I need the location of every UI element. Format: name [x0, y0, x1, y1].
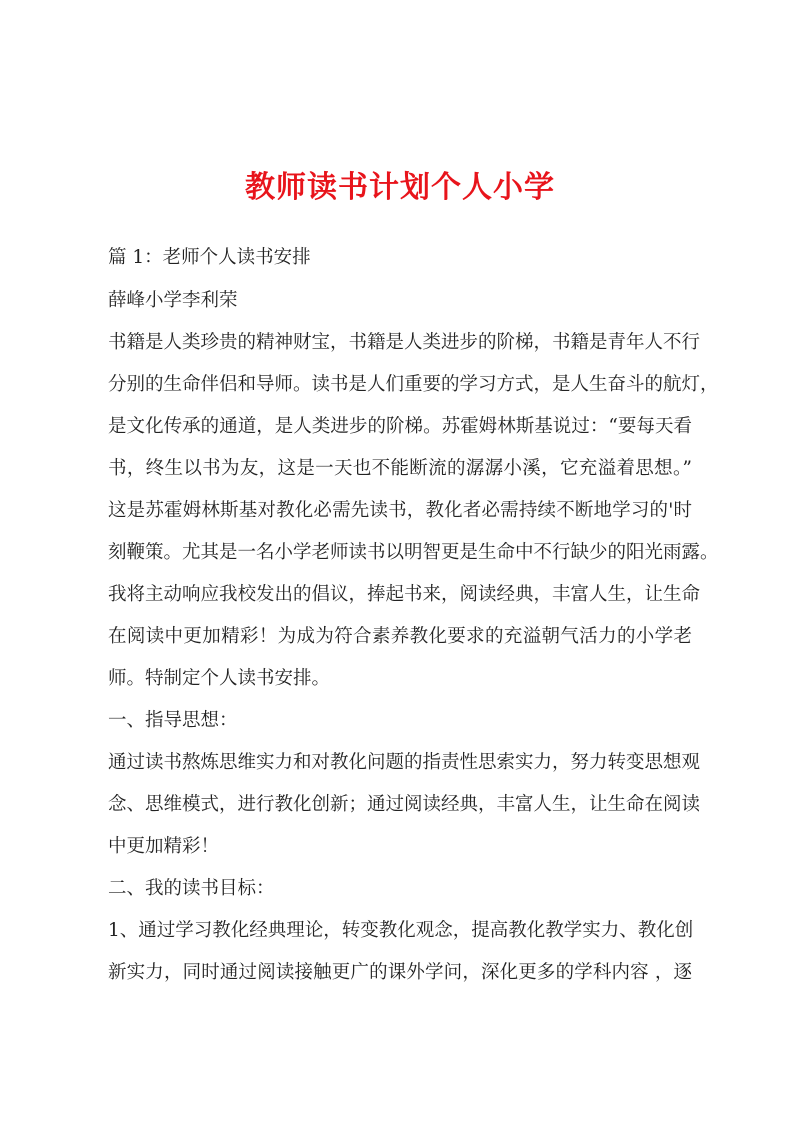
paragraph-line: 1、通过学习教化经典理论，转变教化观念，提高教化教学实力、教化创 — [108, 920, 694, 941]
paragraph-line: 念、思维模式，进行教化创新；通过阅读经典，丰富人生，让生命在阅读 — [108, 794, 701, 815]
section-heading-guiding-ideology: 一、指导思想： — [108, 710, 238, 731]
paragraph-line: 这是苏霍姆林斯基对教化必需先读书，教化者必需持续不断地学习的'时 — [108, 500, 692, 521]
paragraph-line: 刻鞭策。尤其是一名小学老师读书以明智更是生命中不行缺少的阳光雨露。 — [108, 542, 719, 563]
section-heading-reading-goals: 二、我的读书目标： — [108, 878, 275, 899]
document-title: 教师读书计划个人小学 — [245, 170, 555, 205]
paragraph-line: 新实力，同时通过阅读接触更广的课外学问，深化更多的学科内容 ，逐 — [108, 962, 692, 983]
paragraph-line: 书，终生以书为友，这是一天也不能断流的潺潺小溪，它充溢着思想。” — [108, 458, 692, 479]
section-heading-chapter-1: 篇 1：老师个人读书安排 — [108, 247, 311, 268]
paragraph-line: 我将主动响应我校发出的倡议，捧起书来，阅读经典，丰富人生，让生命 — [108, 584, 701, 605]
author-line: 薛峰小学李利荣 — [108, 290, 238, 311]
paragraph-line: 分别的生命伴侣和导师。读书是人们重要的学习方式，是人生奋斗的航灯， — [108, 374, 719, 395]
paragraph-line: 是文化传承的通道，是人类进步的阶梯。苏霍姆林斯基说过：“要每天看 — [108, 416, 692, 437]
paragraph-line: 在阅读中更加精彩！为成为符合素养教化要求的充溢朝气活力的小学老 — [108, 626, 692, 647]
paragraph-line: 通过读书熬炼思维实力和对教化问题的指责性思索实力，努力转变思想观 — [108, 752, 701, 773]
paragraph-line: 书籍是人类珍贵的精神财宝，书籍是人类进步的阶梯，书籍是青年人不行 — [108, 332, 701, 353]
paragraph-line: 师。特制定个人读书安排。 — [108, 668, 331, 689]
paragraph-line: 中更加精彩！ — [108, 836, 220, 857]
